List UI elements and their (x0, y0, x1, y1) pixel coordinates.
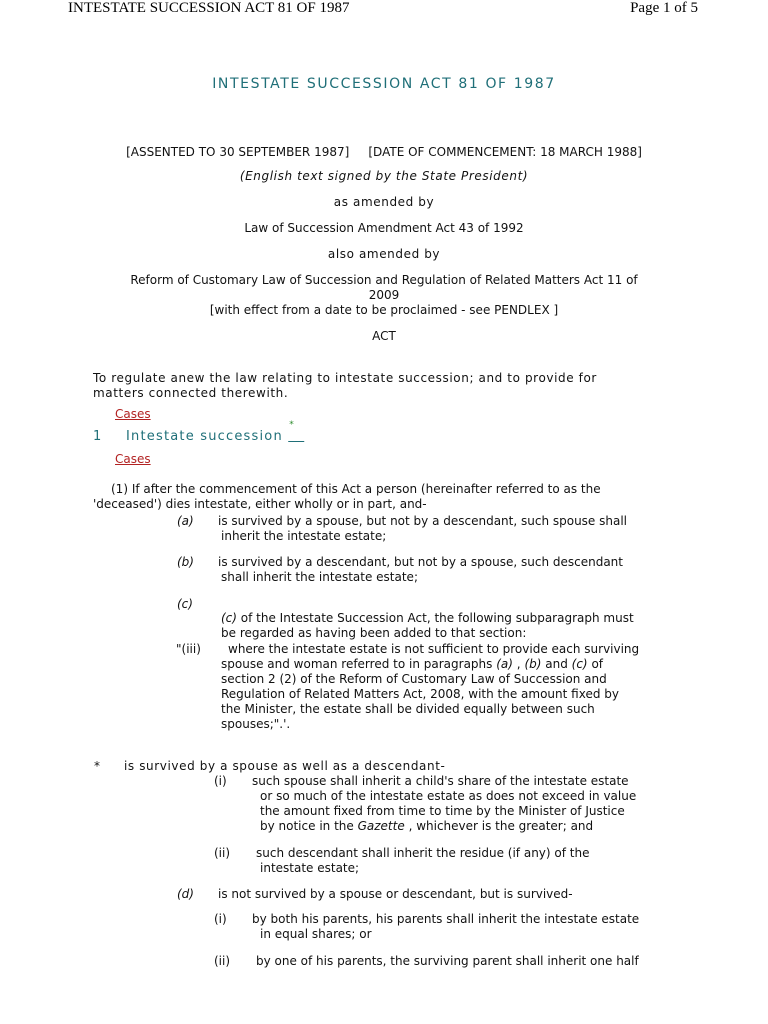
footnote-dash (288, 429, 304, 444)
as-amended-label: as amended by (333, 195, 435, 209)
comma: , (516, 657, 521, 671)
ref-c: (c) (571, 657, 588, 671)
spouse-descendant-text: is survived by a spouse as well as a descendant- (124, 759, 446, 773)
para-a-line2: inherit the intestate estate; (221, 529, 387, 543)
reform-act-line2: 2009 (368, 288, 400, 302)
subsection-1-line2: 'deceased') dies intestate, either wholly or in part, and- (93, 497, 427, 511)
footnote-star: * (289, 420, 295, 430)
item-d-i-line2: in equal shares; or (260, 927, 372, 941)
para-b-label: (b) (177, 555, 194, 569)
also-amended-label: also amended by (327, 247, 441, 261)
act-label: ACT (372, 329, 396, 343)
section-title: Intestate succession (126, 429, 283, 444)
subpara-iii-line1: where the intestate estate is not sufficient to provide each surviving (228, 642, 640, 656)
gazette-word: Gazette (357, 819, 405, 833)
english-text-note: (English text signed by the State President) (239, 169, 529, 183)
preamble-line2: matters connected therewith. (93, 386, 289, 400)
para-c-label: (c) (177, 597, 193, 611)
preamble-line1: To regulate anew the law relating to intestate succession; and to provide for (93, 371, 597, 385)
item-i-line2: or so much of the intestate estate as does not exceed in value (260, 789, 637, 803)
para-b-line1: is survived by a descendant, but not by a spouse, such descendant (218, 555, 623, 569)
cases-link[interactable]: Cases (115, 407, 151, 421)
document-title: INTESTATE SUCCESSION ACT 81 OF 1987 (212, 76, 556, 92)
subpara-iii-label: "(iii) (176, 642, 201, 656)
para-d-text: is not survived by a spouse or descendant, but is survived- (218, 887, 573, 901)
item-ii-line1: such descendant shall inherit the residue (if any) of the (256, 846, 590, 860)
para-c-note-label: (c) (221, 611, 237, 625)
assented-date: [ASSENTED TO 30 SEPTEMBER 1987] (126, 145, 350, 159)
reform-act-line1: Reform of Customary Law of Succession and Regulation of Related Matters Act 11 of (130, 273, 638, 287)
item-i-line4 (260, 819, 593, 833)
page-number: Page 1 of 5 (630, 0, 698, 16)
subpara-iii-line4: Regulation of Related Matters Act, 2008, with the amount fixed by (221, 687, 619, 701)
ref-a: (a) (496, 657, 513, 671)
item-i-line1: such spouse shall inherit a child's share of the intestate estate (252, 774, 629, 788)
commencement-date: [DATE OF COMMENCEMENT: 18 MARCH 1988] (368, 145, 642, 159)
of-word: of (591, 657, 604, 671)
subpara-iii-line3: section 2 (2) of the Reform of Customary Law of Succession and (221, 672, 607, 686)
item-i-line3: the amount fixed from time to time by the Minister of Justice (260, 804, 625, 818)
item-d-i-label: (i) (214, 912, 227, 926)
ref-b: (b) (524, 657, 542, 671)
item-i-line4-rest: , whichever is the greater; and (408, 819, 594, 833)
para-c-note-line2: be regarded as having been added to that section: (221, 626, 527, 640)
subpara-iii-line2-text: spouse and woman referred to in paragraphs (221, 657, 493, 671)
reform-act-effect: [with effect from a date to be proclaimed - see PENDLEX ] (209, 303, 559, 317)
item-d-i-line1: by both his parents, his parents shall inherit the intestate estate (252, 912, 640, 926)
item-i-line4-text: by notice in the (260, 819, 354, 833)
para-a-label: (a) (177, 514, 194, 528)
subpara-iii-line5: the Minister, the estate shall be divided equally between such (221, 702, 595, 716)
para-b-line2: shall inherit the intestate estate; (221, 570, 418, 584)
para-c-note-line1 (221, 611, 634, 625)
assent-line (0, 145, 768, 159)
item-d-ii-line1: by one of his parents, the surviving parent shall inherit one half (256, 954, 639, 968)
section-heading (126, 420, 304, 444)
cases-link[interactable]: Cases (115, 452, 151, 466)
item-ii-line2: intestate estate; (260, 861, 360, 875)
amending-act: Law of Succession Amendment Act 43 of 1992 (244, 221, 524, 235)
and-word: and (545, 657, 568, 671)
para-c-note-text: of the Intestate Succession Act, the following subparagraph must (240, 611, 634, 625)
para-a-line1: is survived by a spouse, but not by a descendant, such spouse shall (218, 514, 628, 528)
section-number: 1 (93, 429, 103, 444)
item-i-label: (i) (214, 774, 227, 788)
item-ii-label: (ii) (214, 846, 231, 860)
subpara-iii-line6: spouses;".'. (221, 717, 291, 731)
asterisk-marker: * (94, 759, 100, 773)
subpara-iii-line2 (221, 657, 603, 671)
item-d-ii-label: (ii) (214, 954, 231, 968)
running-header-title: INTESTATE SUCCESSION ACT 81 OF 1987 (68, 0, 350, 16)
para-d-label: (d) (177, 887, 194, 901)
footnote-marker[interactable] (288, 420, 304, 444)
subsection-1-line1: (1) If after the commencement of this Act a person (hereinafter referred to as the (111, 482, 601, 496)
